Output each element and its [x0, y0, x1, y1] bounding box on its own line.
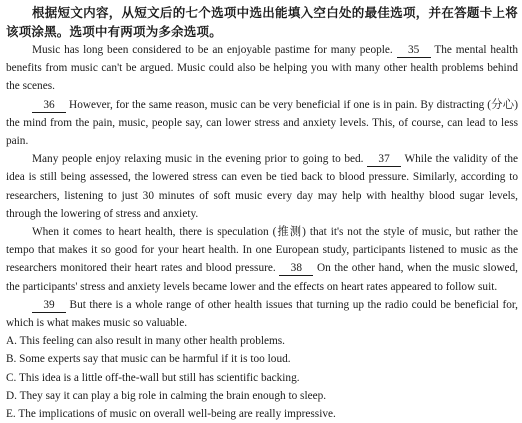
paragraph-4-before: When it comes to heart health, there is speculation (推测) that it's not the style of music, but rather the tempo that makes it so good for your heart health. In one European study, participants listened to music as the researchers monitored their heart rates and blood pressure. [6, 226, 518, 275]
option-d: D. They say it can play a big role in calming the brain enough to sleep. [6, 389, 327, 402]
option-b: B. Some experts say that music can be harmful if it is too loud. [6, 353, 291, 366]
paragraph-3-after: While the validity of the idea is still being assessed, the lowered stress can even be tied back to blood pressure. Similarly, according to researchers, listening to just 30 minutes of soft music every day may help with healthy blood sugar levels, through the lowering of stress and anxiety. [6, 153, 518, 220]
option-c: C. This idea is a little off-the-wall but still has scientific backing. [6, 371, 300, 384]
paragraph-2 [6, 96, 518, 151]
exam-passage [6, 3, 518, 423]
paragraph-3 [6, 150, 518, 223]
paragraph-3-before: Many people enjoy relaxing music in the evening prior to going to bed. [32, 153, 364, 166]
instructions: 根据短文内容，从短文后的七个选项中选出能填入空白处的最佳选项，并在答题卡上将该项涂黑。选项中有两项为多余选项。 [6, 5, 518, 39]
paragraph-5 [6, 296, 518, 332]
blank-39: 39 [32, 299, 66, 313]
option-a: A. This feeling can also result in many other health problems. [6, 335, 286, 348]
paragraph-1-before: Music has long been considered to be an enjoyable pastime for many people. [32, 44, 393, 56]
paragraph-1 [6, 41, 518, 96]
blank-38: 38 [279, 262, 313, 276]
paragraph-1-after: The mental health benefits from music can't be argued. Music could also be helping you with many other health problems behind the scenes. [6, 44, 519, 93]
paragraph-5-after: But there is a whole range of other health issues that turning up the radio could be beneficial for, which is what makes music so valuable. [6, 298, 518, 330]
option-e: E. The implications of music on overall well-being are really impressive. [6, 408, 336, 421]
blank-37: 37 [367, 153, 401, 167]
answer-options [6, 332, 518, 423]
blank-35: 35 [397, 44, 431, 58]
blank-36: 36 [32, 99, 66, 113]
paragraph-4-after: On the other hand, when the music slowed, the participants' stress and anxiety levels became lower and the effects on heart rates appeared to follow suit. [6, 262, 518, 293]
paragraph-2-after: However, for the same reason, music can be very beneficial if one is in pain. By distracting (分心) the mind from the pain, music, people say, can lower stress and anxiety levels. This, of course, can lead to less pain. [6, 98, 518, 148]
paragraph-4 [6, 223, 518, 296]
